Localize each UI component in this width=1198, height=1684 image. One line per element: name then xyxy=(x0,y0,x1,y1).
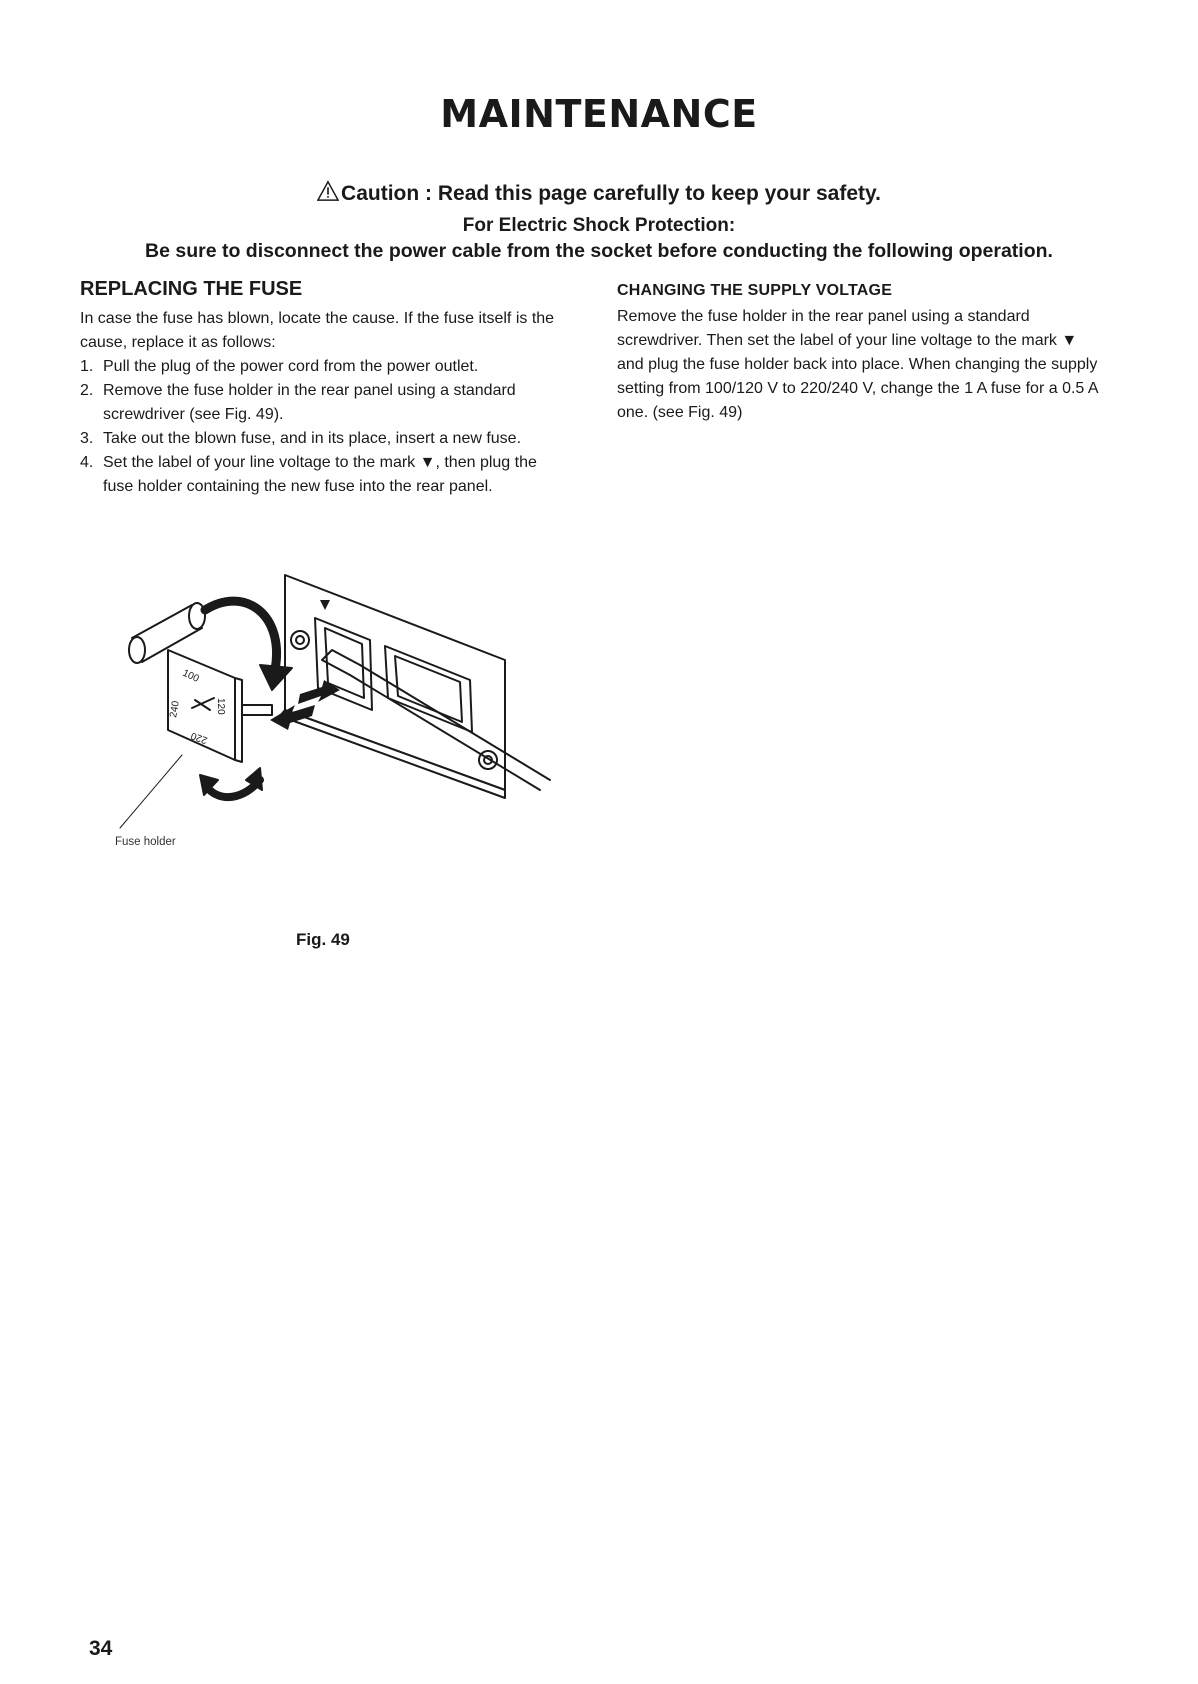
step-text: Remove the fuse holder in the rear panel using a standard screwdriver (see Fig. 49). xyxy=(103,382,516,423)
dial-label: 220 xyxy=(189,729,210,746)
screw-icon xyxy=(291,631,309,649)
list-item xyxy=(80,427,560,451)
replacing-intro: In case the fuse has blown, locate the cause. If the fuse itself is the cause, replace it as follows: xyxy=(80,310,555,351)
step-number: 4. xyxy=(80,454,94,471)
list-item xyxy=(80,379,560,427)
step-text: Pull the plug of the power cord from the power outlet. xyxy=(103,358,479,375)
page-number: 34 xyxy=(89,1637,113,1660)
list-item xyxy=(80,451,560,499)
step-number: 2. xyxy=(80,382,94,399)
fuse-replacement-illustration xyxy=(110,570,580,860)
changing-text: Remove the fuse holder in the rear panel using a standard screwdriver. Then set the label of your line voltage to the mark ▼ and plug the fuse holder back into place. When changing the supply setting from 100/120 V to 220/240 V, change the 1 A fuse for a 0.5 A one. (see Fig. 49) xyxy=(617,308,1098,421)
fuse-holder-leader xyxy=(120,755,182,828)
warning-icon xyxy=(317,180,339,202)
fuse-holder-label: Fuse holder xyxy=(115,836,176,848)
step-text: Take out the blown fuse, and in its place, insert a new fuse. xyxy=(103,430,522,447)
caution-line xyxy=(0,180,1198,206)
list-item xyxy=(80,355,560,379)
page-title: MAINTENANCE xyxy=(440,92,758,136)
disconnect-notice: Be sure to disconnect the power cable from the socket before conducting the following operation. xyxy=(145,240,1053,262)
dial-label: 240 xyxy=(168,700,182,719)
step-number: 1. xyxy=(80,358,94,375)
dial-label: 100 xyxy=(180,667,201,685)
rotate-arrow-icon xyxy=(205,601,277,670)
changing-heading: CHANGING THE SUPPLY VOLTAGE xyxy=(617,282,893,299)
dial-label: 120 xyxy=(215,698,226,715)
shock-heading: For Electric Shock Protection: xyxy=(462,215,736,236)
step-number: 3. xyxy=(80,430,94,447)
replacing-heading: REPLACING THE FUSE xyxy=(80,278,303,300)
replacing-section xyxy=(80,278,560,499)
changing-section xyxy=(617,282,1099,425)
caution-text: Caution : Read this page carefully to keep your safety. xyxy=(341,182,881,205)
figure-caption: Fig. 49 xyxy=(296,930,350,949)
replacing-steps xyxy=(80,355,560,499)
step-text: Set the label of your line voltage to the mark ▼, then plug the fuse holder containing the new fuse into the rear panel. xyxy=(103,454,537,495)
